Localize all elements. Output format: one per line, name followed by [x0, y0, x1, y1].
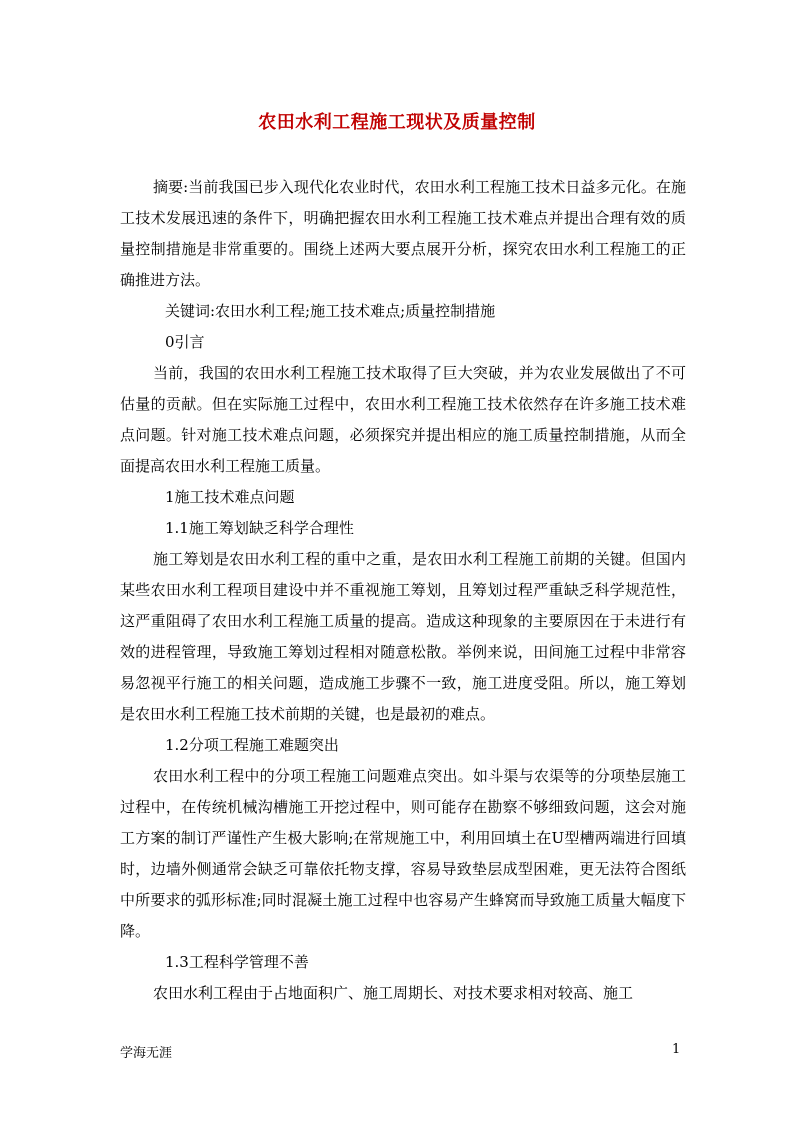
- document-title: 农田水利工程施工现状及质量控制: [258, 112, 536, 133]
- page-number: 1: [672, 1042, 681, 1057]
- subsection-1-3-paragraph: 农田水利工程由于占地面积广、施工周期长、对技术要求相对较高、施工: [153, 984, 634, 1002]
- subsection-1-2-paragraph: 农田水利工程中的分项工程施工问题难点突出。如斗渠与农渠等的分项垫层施工过程中，在传统机械沟槽施工开挖过程中，则可能存在勘察不够细致问题，这会对施工方案的制订严谨性产生极大影响;在常规施工中，利用回填土在U型槽两端进行回填时，边墙外侧通常会缺乏可靠依托物支撑，容易导致垫层成型困难，更无法符合图纸中所要求的弧形标准;同时混凝土施工过程中也容易产生蜂窝而导致施工质量大幅度下降。: [120, 767, 686, 940]
- subsection-heading-1-1: 1.1施工筹划缺乏科学合理性: [165, 519, 354, 537]
- abstract-paragraph: 摘要:当前我国已步入现代化农业时代，农田水利工程施工技术日益多元化。在施工技术发展迅速的条件下，明确把握农田水利工程施工技术难点并提出合理有效的质量控制措施是非常重要的。围绕上述两大要点展开分析，探究农田水利工程施工的正确推进方法。: [120, 178, 686, 289]
- introduction-paragraph: 当前，我国的农田水利工程施工技术取得了巨大突破，并为农业发展做出了不可估量的贡献。但在实际施工过程中，农田水利工程施工技术依然存在许多施工技术难点问题。针对施工技术难点问题，必须探究并提出相应的施工质量控制措施，从而全面提高农田水利工程施工质量。: [120, 364, 686, 475]
- subsection-1-1-paragraph: 施工筹划是农田水利工程的重中之重，是农田水利工程施工前期的关键。但国内某些农田水利工程项目建设中并不重视施工筹划，且筹划过程严重缺乏科学规范性，这严重阻碍了农田水利工程施工质量的提高。造成这种现象的主要原因在于未进行有效的进程管理，导致施工筹划过程相对随意松散。举例来说，田间施工过程中非常容易忽视平行施工的相关问题，造成施工步骤不一致，施工进度受阻。所以，施工筹划是农田水利工程施工技术前期的关键，也是最初的难点。: [120, 550, 686, 723]
- section-heading-technical-difficulties: 1施工技术难点问题: [165, 488, 295, 506]
- subsection-heading-1-2: 1.2分项工程施工难题突出: [165, 736, 339, 754]
- subsection-heading-1-3: 1.3工程科学管理不善: [165, 953, 309, 971]
- section-heading-introduction: 0引言: [165, 333, 205, 351]
- document-body: [120, 172, 686, 1009]
- keywords-line: 关键词:农田水利工程;施工技术难点;质量控制措施: [165, 302, 496, 320]
- footer-label: 学海无涯: [120, 1046, 173, 1061]
